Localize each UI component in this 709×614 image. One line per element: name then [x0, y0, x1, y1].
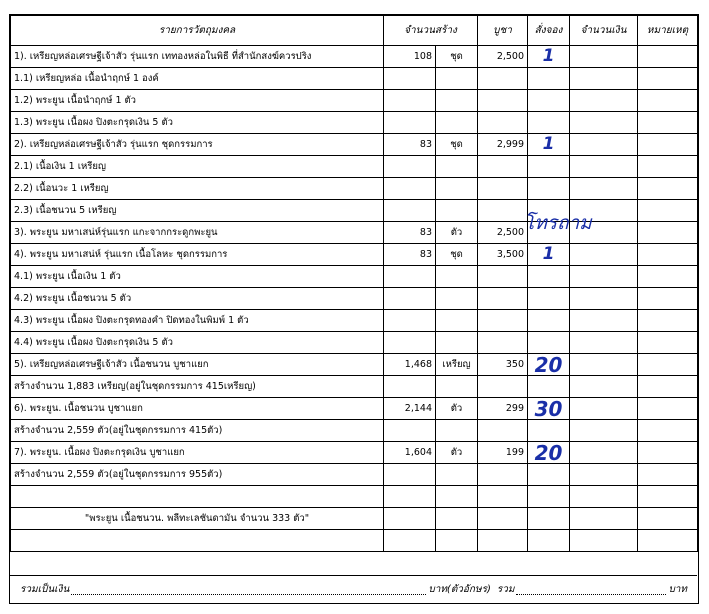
amount-cell[interactable]: [570, 354, 638, 376]
table-row: [11, 266, 698, 288]
qty-made-cell: [384, 508, 436, 530]
qty-made-cell: [384, 332, 436, 354]
qty-made-cell: [384, 310, 436, 332]
note-cell[interactable]: [638, 178, 698, 200]
total-line: [10, 575, 697, 603]
qty-made-cell: [384, 420, 436, 442]
qty-made-cell: [384, 90, 436, 112]
order-cell[interactable]: [528, 310, 570, 332]
order-cell[interactable]: [528, 508, 570, 530]
qty-made-cell: [384, 464, 436, 486]
amount-cell[interactable]: [570, 332, 638, 354]
price-cell: [478, 530, 528, 552]
price-cell: 2,500: [478, 222, 528, 244]
handwritten-order-quantity: 20: [534, 352, 563, 377]
qty-made-cell: 108: [384, 46, 436, 68]
price-cell: 2,500: [478, 46, 528, 68]
price-cell: [478, 156, 528, 178]
amount-cell[interactable]: [570, 376, 638, 398]
price-cell: [478, 68, 528, 90]
unit-cell: ชุด: [436, 46, 478, 68]
order-cell[interactable]: [528, 134, 570, 156]
table-row: [11, 156, 698, 178]
note-cell[interactable]: [638, 134, 698, 156]
qty-made-cell: 83: [384, 222, 436, 244]
amount-cell[interactable]: [570, 244, 638, 266]
header-row: [11, 16, 698, 46]
qty-made-cell: [384, 530, 436, 552]
order-cell[interactable]: [524, 212, 592, 244]
table-body: [11, 46, 698, 552]
order-cell[interactable]: [528, 68, 570, 90]
unit-cell: [436, 200, 478, 222]
amount-cell[interactable]: [570, 310, 638, 332]
order-cell[interactable]: [528, 112, 570, 134]
qty-made-cell: [384, 288, 436, 310]
note-cell[interactable]: [638, 200, 698, 222]
price-cell: [478, 112, 528, 134]
amount-cell[interactable]: [570, 508, 638, 530]
header-item: รายการวัตถุมงคล: [11, 16, 384, 46]
note-cell[interactable]: [638, 376, 698, 398]
table-row: [11, 420, 698, 442]
order-cell[interactable]: [528, 266, 570, 288]
amount-cell[interactable]: [570, 288, 638, 310]
table-row: [11, 376, 698, 398]
table-row: [11, 530, 698, 552]
item-cell: 1.3) พระยูน เนื้อผง ปิงตะกรุดเงิน 5 ตัว: [11, 112, 384, 134]
handwritten-order-quantity: 20: [534, 440, 563, 465]
price-cell: 350: [478, 354, 528, 376]
note-cell[interactable]: [638, 508, 698, 530]
amount-cell[interactable]: [570, 266, 638, 288]
item-cell: 6). พระยูน. เนื้อชนวน บูชาแยก: [11, 398, 384, 420]
price-cell: [478, 486, 528, 508]
note-cell[interactable]: [638, 90, 698, 112]
unit-cell: ตัว: [436, 222, 478, 244]
amount-cell[interactable]: [570, 464, 638, 486]
price-cell: [478, 508, 528, 530]
item-cell: 7). พระยูน. เนื้อผง ปิงตะกรุดเงิน บูชาแยก: [11, 442, 384, 464]
qty-made-cell: [384, 266, 436, 288]
order-cell[interactable]: [528, 486, 570, 508]
table-row: [11, 310, 698, 332]
item-cell: สร้างจำนวน 1,883 เหรียญ(อยู่ในชุดกรรมการ 415เหรียญ): [11, 376, 384, 398]
order-cell[interactable]: [528, 376, 570, 398]
item-cell: [11, 530, 384, 552]
item-cell: 3). พระยูน มหาเสน่ห์รุ่นแรก แกะจากกระดูกพะยูน: [11, 222, 384, 244]
note-cell[interactable]: [638, 530, 698, 552]
amount-cell[interactable]: [570, 420, 638, 442]
unit-cell: ตัว: [436, 442, 478, 464]
handwritten-order-quantity: 1: [542, 46, 555, 66]
handwritten-order-quantity: 30: [534, 396, 563, 421]
qty-made-cell: 1,468: [384, 354, 436, 376]
item-cell: "พระยูน เนื้อชนวน. พลีทะเลชันดามัน จำนวน 333 ตัว": [11, 508, 384, 530]
price-cell: 2,999: [478, 134, 528, 156]
unit-cell: [436, 508, 478, 530]
order-cell[interactable]: [528, 398, 570, 420]
qty-made-cell: 83: [384, 134, 436, 156]
qty-made-cell: 2,144: [384, 398, 436, 420]
qty-made-cell: 1,604: [384, 442, 436, 464]
note-cell[interactable]: [638, 288, 698, 310]
header-qty-made: จำนวนสร้าง: [384, 16, 478, 46]
table-row: [11, 90, 698, 112]
note-cell[interactable]: [638, 442, 698, 464]
item-cell: [11, 486, 384, 508]
note-cell[interactable]: [638, 46, 698, 68]
amount-cell[interactable]: [570, 46, 638, 68]
note-cell[interactable]: [638, 68, 698, 90]
price-cell: [478, 376, 528, 398]
amount-cell[interactable]: [570, 486, 638, 508]
unit-cell: [436, 266, 478, 288]
handwritten-order-quantity: 1: [542, 244, 555, 264]
item-cell: 2.1) เนื้อเงิน 1 เหรียญ: [11, 156, 384, 178]
header-price: บูชา: [478, 16, 528, 46]
order-cell[interactable]: [528, 464, 570, 486]
item-cell: 1). เหรียญหล่อเศรษฐีเจ้าสัว รุ่นแรก เททองหล่อในพิธี ที่สำนักสงฆ์ควรปริง: [11, 46, 384, 68]
price-cell: [478, 178, 528, 200]
order-cell[interactable]: [528, 244, 570, 266]
table-row: [11, 134, 698, 156]
unit-cell: [436, 310, 478, 332]
price-cell: 3,500: [478, 244, 528, 266]
note-cell[interactable]: [638, 310, 698, 332]
qty-made-cell: [384, 68, 436, 90]
total-amount-blank[interactable]: [71, 584, 426, 595]
unit-cell: [436, 486, 478, 508]
note-cell[interactable]: [638, 486, 698, 508]
amount-cell[interactable]: [570, 112, 638, 134]
amount-cell[interactable]: [570, 530, 638, 552]
item-cell: 2). เหรียญหล่อเศรษฐีเจ้าสัว รุ่นแรก ชุดกรรมการ: [11, 134, 384, 156]
unit-cell: [436, 530, 478, 552]
order-table: [10, 15, 698, 552]
table-row: [11, 178, 698, 200]
table-row: [11, 508, 698, 530]
sum-blank[interactable]: [516, 584, 666, 595]
order-cell[interactable]: [528, 530, 570, 552]
header-note: หมายเหตุ: [638, 16, 698, 46]
sum-label: รวม: [496, 584, 515, 595]
order-cell[interactable]: [528, 288, 570, 310]
note-cell[interactable]: [638, 354, 698, 376]
order-cell[interactable]: [528, 90, 570, 112]
unit-cell: [436, 90, 478, 112]
total-label: รวมเป็นเงิน: [20, 584, 70, 595]
unit-cell: [436, 288, 478, 310]
price-cell: [478, 420, 528, 442]
qty-made-cell: [384, 156, 436, 178]
note-cell[interactable]: [638, 266, 698, 288]
item-cell: 4.2) พระยูน เนื้อชนวน 5 ตัว: [11, 288, 384, 310]
table-row: [11, 68, 698, 90]
item-cell: สร้างจำนวน 2,559 ตัว(อยู่ในชุดกรรมการ 415ตัว): [11, 420, 384, 442]
unit-cell: [436, 376, 478, 398]
unit-cell: [436, 178, 478, 200]
order-cell[interactable]: [528, 354, 570, 376]
table-row: [11, 442, 698, 464]
item-cell: 2.2) เนื้อนวะ 1 เหรียญ: [11, 178, 384, 200]
unit-cell: [436, 112, 478, 134]
note-cell[interactable]: [638, 156, 698, 178]
item-cell: 4.1) พระยูน เนื้อเงิน 1 ตัว: [11, 266, 384, 288]
table-row: [11, 354, 698, 376]
item-cell: 1.2) พระยูน เนื้อนำฤกษ์ 1 ตัว: [11, 90, 384, 112]
note-cell[interactable]: [638, 420, 698, 442]
header-order: สั่งจอง: [528, 16, 570, 46]
amount-cell[interactable]: [570, 90, 638, 112]
price-cell: [478, 310, 528, 332]
table-row: [11, 486, 698, 508]
table-row: [11, 288, 698, 310]
unit-cell: [436, 464, 478, 486]
table-row: [11, 398, 698, 420]
item-cell: 4). พระยูน มหาเสน่ห์ รุ่นแรก เนื้อโลหะ ชุดกรรมการ: [11, 244, 384, 266]
qty-made-cell: [384, 486, 436, 508]
order-cell[interactable]: [528, 420, 570, 442]
amount-cell[interactable]: [570, 68, 638, 90]
unit-cell: [436, 332, 478, 354]
price-cell: [478, 200, 528, 222]
item-cell: สร้างจำนวน 2,559 ตัว(อยู่ในชุดกรรมการ 955ตัว): [11, 464, 384, 486]
note-cell[interactable]: [638, 244, 698, 266]
price-cell: [478, 332, 528, 354]
note-cell[interactable]: [638, 332, 698, 354]
qty-made-cell: [384, 112, 436, 134]
qty-made-cell: 83: [384, 244, 436, 266]
note-cell[interactable]: [638, 464, 698, 486]
unit-cell: [436, 420, 478, 442]
order-cell[interactable]: [528, 178, 570, 200]
unit-cell: ชุด: [436, 134, 478, 156]
order-form: [9, 14, 699, 604]
price-cell: 199: [478, 442, 528, 464]
table-row: [11, 222, 698, 244]
order-cell[interactable]: [528, 442, 570, 464]
amount-cell[interactable]: [570, 398, 638, 420]
table-row: [11, 332, 698, 354]
qty-made-cell: [384, 178, 436, 200]
baht-text-label: บาท(ตัวอักษร): [428, 584, 491, 595]
table-row: [11, 200, 698, 222]
qty-made-cell: [384, 200, 436, 222]
unit-cell: ตัว: [436, 398, 478, 420]
handwritten-order-quantity: โทรถาม: [524, 212, 592, 234]
unit-cell: เหรียญ: [436, 354, 478, 376]
order-cell[interactable]: [528, 46, 570, 68]
amount-cell[interactable]: [570, 156, 638, 178]
order-cell[interactable]: [528, 332, 570, 354]
note-cell[interactable]: [638, 398, 698, 420]
handwritten-order-quantity: 1: [542, 134, 555, 154]
unit-cell: [436, 68, 478, 90]
amount-cell[interactable]: [570, 134, 638, 156]
table-row: [11, 46, 698, 68]
table-row: [11, 464, 698, 486]
price-cell: [478, 288, 528, 310]
unit-cell: ชุด: [436, 244, 478, 266]
price-cell: 299: [478, 398, 528, 420]
table-row: [11, 112, 698, 134]
qty-made-cell: [384, 376, 436, 398]
price-cell: [478, 90, 528, 112]
note-cell[interactable]: [638, 222, 698, 244]
item-cell: 2.3) เนื้อชนวน 5 เหรียญ: [11, 200, 384, 222]
header-amount: จำนวนเงิน: [570, 16, 638, 46]
note-cell[interactable]: [638, 112, 698, 134]
price-cell: [478, 464, 528, 486]
item-cell: 4.4) พระยูน เนื้อผง ปิงตะกรุดเงิน 5 ตัว: [11, 332, 384, 354]
unit-cell: [436, 156, 478, 178]
item-cell: 5). เหรียญหล่อเศรษฐีเจ้าสัว เนื้อชนวน บูชาแยก: [11, 354, 384, 376]
amount-cell[interactable]: [570, 178, 638, 200]
item-cell: 4.3) พระยูน เนื้อผง ปิงตะกรุดทองคำ ปิดทองในพิมพ์ 1 ตัว: [11, 310, 384, 332]
amount-cell[interactable]: [570, 442, 638, 464]
table-row: [11, 244, 698, 266]
price-cell: [478, 266, 528, 288]
order-cell[interactable]: [528, 156, 570, 178]
item-cell: 1.1) เหรียญหล่อ เนื้อนำฤกษ์ 1 องค์: [11, 68, 384, 90]
baht-label: บาท: [668, 584, 687, 595]
